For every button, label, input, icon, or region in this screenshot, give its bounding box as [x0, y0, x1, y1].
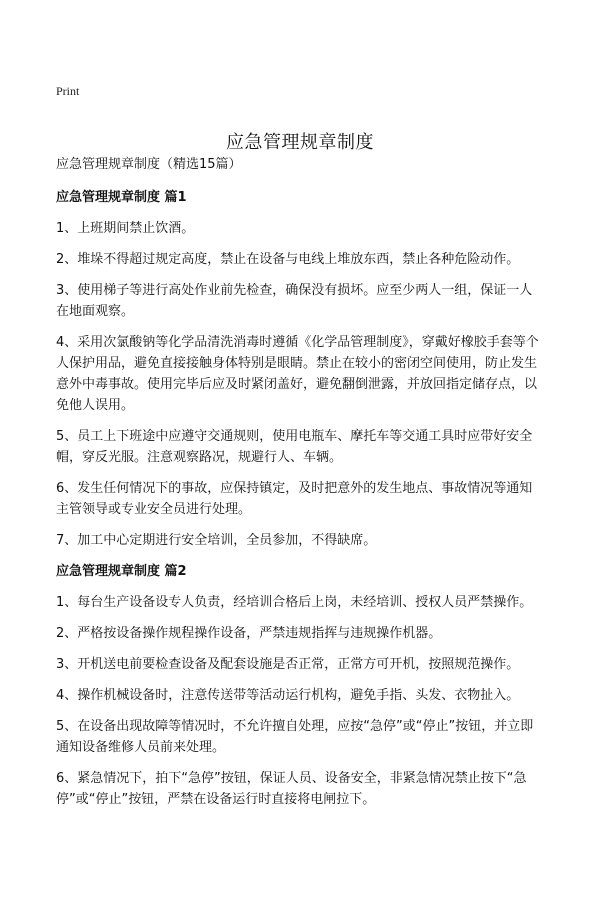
list-item: 1、每台生产设备设专人负责，经培训合格后上岗，未经培训、授权人员严禁操作。: [56, 595, 533, 610]
list-item: 6、紧急情况下，拍下“急停”按钮，保证人员、设备安全，非紧急情况禁止按下“急停”或“停止”按钮，严禁在设备运行时直接将电闸拉下。: [56, 771, 527, 807]
list-item: 5、在设备出现故障等情况时，不允许擅自处理，应按“急停”或“停止”按钮，并立即通知设备维修人员前来处理。: [56, 719, 534, 755]
print-label[interactable]: Print: [56, 84, 80, 98]
list-item: 2、严格按设备操作规程操作设备，严禁违规指挥与违规操作机器。: [56, 626, 442, 641]
list-item: 6、发生任何情况下的事故，应保持镇定，及时把意外的发生地点、事故情况等通知主管领导或专业安全员进行处理。: [56, 481, 533, 517]
list-item: 4、采用次氯酸钠等化学品清洗消毒时遵循《化学品管理制度》，穿戴好橡胶手套等个人保护用品，避免直接接触身体特别是眼睛。禁止在较小的密闭空间使用，防止发生意外中毒事故。使用完毕后应及时紧闭盖好，避免翻倒泄露，并放回指定储存点，以免他人误用。: [56, 335, 539, 413]
list-item: 1、上班期间禁止饮酒。: [56, 221, 195, 236]
list-item: 5、员工上下班途中应遵守交通规则，使用电瓶车、摩托车等交通工具时应带好安全帽，穿反光服。注意观察路况，规避行人、车辆。: [56, 429, 533, 465]
list-item: 7、加工中心定期进行安全培训，全员参加，不得缺席。: [56, 533, 377, 548]
section-2: [56, 561, 544, 810]
document-title: 应急管理规章制度: [226, 132, 374, 154]
section-1: [56, 187, 544, 551]
list-item: 3、开机送电前要检查设备及配套设施是否正常，正常方可开机，按照规范操作。: [56, 657, 520, 672]
list-item: 4、操作机械设备时，注意传送带等活动运行机构，避免手指、头发、衣物扯入。: [56, 688, 520, 703]
list-item: 3、使用梯子等进行高处作业前先检查，确保没有损坏。应至少两人一组，保证一人在地面观察。: [56, 283, 533, 319]
document-content: [56, 154, 544, 820]
list-item: 2、堆垛不得超过规定高度，禁止在设备与电线上堆放东西，禁止各种危险动作。: [56, 252, 520, 267]
section-heading: 应急管理规章制度 篇2: [56, 564, 187, 579]
section-heading: 应急管理规章制度 篇1: [56, 190, 187, 205]
document-subtitle: 应急管理规章制度（精选15篇）: [56, 157, 242, 172]
